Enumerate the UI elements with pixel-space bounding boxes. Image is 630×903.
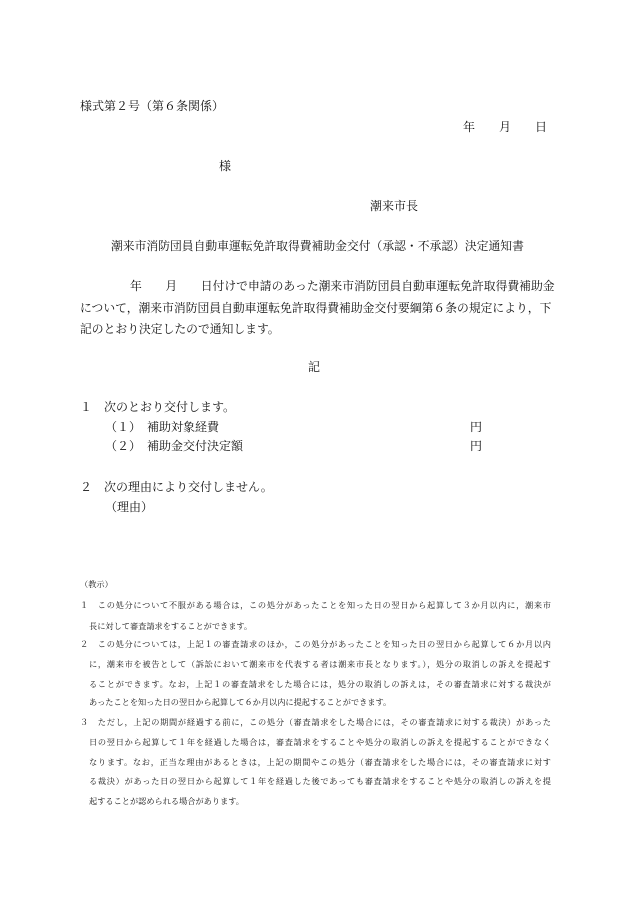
item2-label: （２） 補助金交付決定額 <box>105 439 244 453</box>
notice-item1-line1: １ この処分について不服がある場合は，この処分があったことを知った日の翌日から起算して３か月以内に，潮来市 <box>80 600 551 610</box>
notice-item3-line4: る裁決）があった日の翌日から起算して１年を経過した後であっても審査請求をすることや処分の取消しの訴えを提 <box>89 776 551 786</box>
notice-item3-line5: 起することが認められる場合があります。 <box>89 796 244 806</box>
notice-item3-line3: なります。なお，正当な理由があるときは，上記の期間やこの処分（審査請求をした場合には，その審査請求に対す <box>89 757 551 767</box>
body-line-1: 年 月 日付けで申請のあった潮来市消防団員自動車運転免許取得費補助金 <box>130 279 555 293</box>
item1-unit: 円 <box>470 420 483 434</box>
sender-name: 潮来市長 <box>370 199 419 213</box>
notice-heading: （教示） <box>80 579 113 589</box>
item2-unit: 円 <box>470 439 483 453</box>
item1-label: （１） 補助対象経費 <box>105 420 220 434</box>
notice-item3-line1: ３ ただし，上記の期間が経過する前に，この処分（審査請求をした場合には，その審査請求に対する裁決）があった <box>80 717 551 727</box>
section2-heading: ２ 次の理由により交付しません。 <box>80 480 273 494</box>
notice-item2-line3: ることができます。なお，上記１の審査請求をした場合には，処分の取消しの訴えは，その審査請求に対する裁決が <box>89 679 551 689</box>
reason-label: （理由） <box>105 500 154 514</box>
addressee-suffix: 様 <box>219 159 232 173</box>
ki-marker: 記 <box>308 360 321 374</box>
document-title: 潮来市消防団員自動車運転免許取得費補助金交付（承認・不承認）決定通知書 <box>111 239 524 253</box>
section1-heading: １ 次のとおり交付します。 <box>80 400 236 414</box>
body-line-2: について，潮来市消防団員自動車運転免許取得費補助金交付要綱第６条の規定により，下 <box>80 301 552 315</box>
date-line: 年 月 日 <box>463 120 548 134</box>
notice-item1-line2: 長に対して審査請求をすることができます。 <box>89 621 253 631</box>
form-number: 様式第２号（第６条関係） <box>80 99 225 113</box>
notice-item2-line4: あったことを知った日の翌日から起算して６か月以内に提起することができます。 <box>89 697 392 707</box>
body-line-3: 記のとおり決定したので通知します。 <box>80 322 280 336</box>
notice-item2-line2: に，潮来市を被告として（訴訟において潮来市を代表する者は潮来市長となります。），処分の取消しの訴えを提起す <box>89 659 551 669</box>
notice-item3-line2: 日の翌日から起算して１年を経過した場合は，審査請求をすることや処分の取消しの訴えを提起することができなく <box>89 737 551 747</box>
notice-item2-line1: ２ この処分については，上記１の審査請求のほか，この処分があったことを知った日の翌日から起算して６か月以内 <box>80 639 551 649</box>
